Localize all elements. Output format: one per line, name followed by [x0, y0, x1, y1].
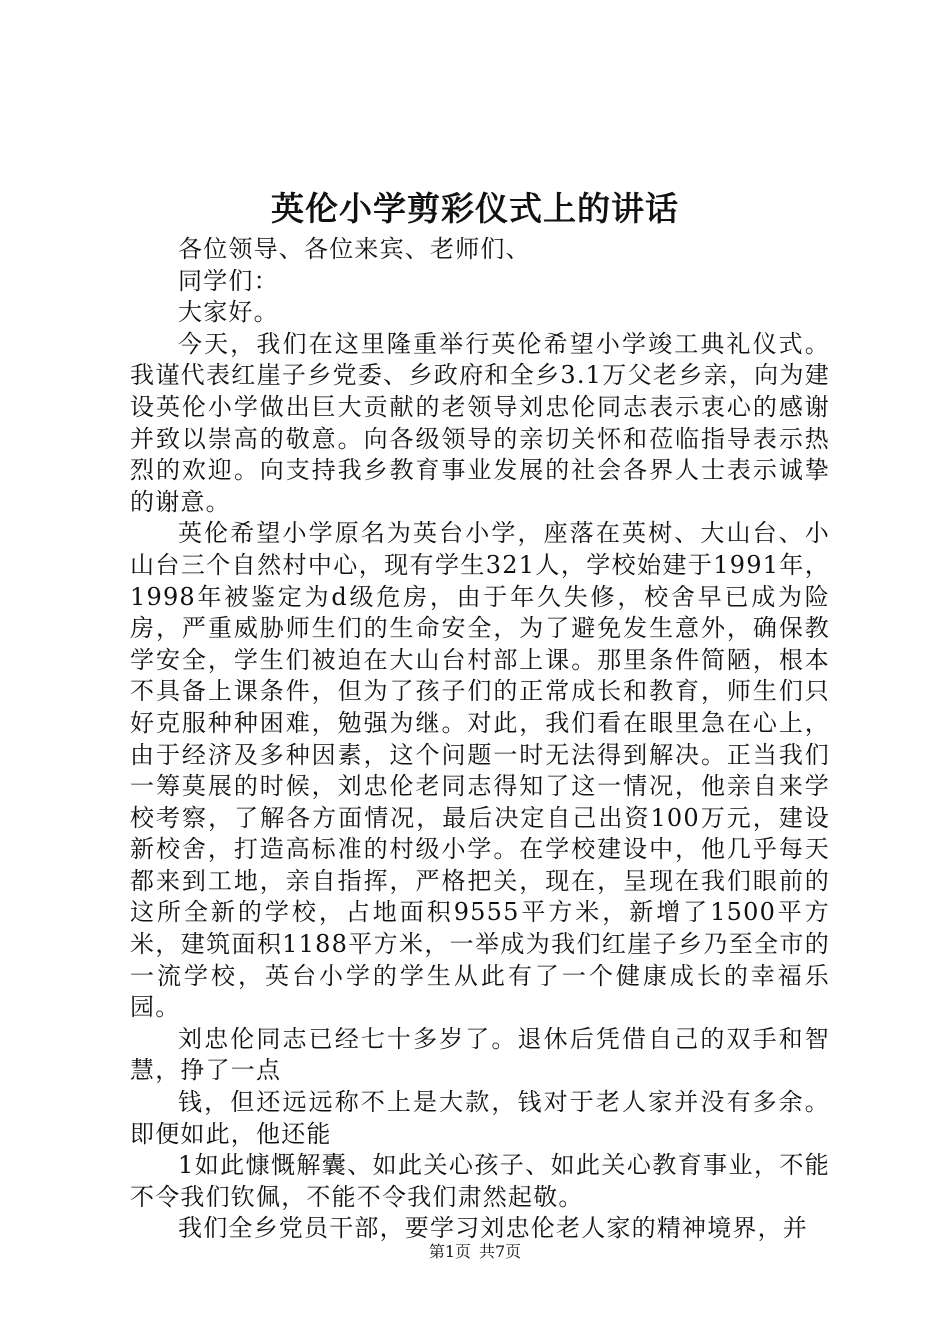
paragraph-greeting-3: 大家好。 [178, 298, 279, 327]
paragraph-opening: 今天，我们在这里隆重举行英伦希望小学竣工典礼仪式。我谨代表红崖子乡党委、乡政府和全乡3.1万父老乡亲，向为建设英伦小学做出巨大贡献的老领导刘忠伦同志表示衷心的感谢并致以崇高的敬意。向各级领导的亲切关怀和莅临指导表示热烈的欢迎。向支持我乡教育事业发展的社会各界人士表示诚挚的谢意。 [130, 329, 830, 516]
page-number: 第1页 [428, 1242, 471, 1261]
document-title: 英伦小学剪彩仪式上的讲话 [271, 189, 679, 228]
document-body [130, 234, 830, 1245]
paragraph-tribute-3: 1如此慷慨解囊、如此关心孩子、如此关心教育事业，不能不令我们钦佩，不能不令我们肃然起敬。 [130, 1151, 830, 1211]
page-total: 共7页 [479, 1242, 522, 1261]
paragraph-school-history: 英伦希望小学原名为英台小学，座落在英树、大山台、小山台三个自然村中心，现有学生321人，学校始建于1991年，1998年被鉴定为d级危房，由于年久失修，校舍早已成为险房，严重威胁师生们的生命安全，为了避免发生意外，确保教学安全，学生们被迫在大山台村部上课。那里条件简陋，根本不具备上课条件，但为了孩子们的正常成长和教育，师生们只好克服种种困难，勉强为继。对此，我们看在眼里急在心上，由于经济及多种因素，这个问题一时无法得到解决。正当我们一筹莫展的时候，刘忠伦老同志得知了这一情况，他亲自来学校考察，了解各方面情况，最后决定自己出资100万元，建设新校舍，打造高标准的村级小学。在学校建设中，他几乎每天都来到工地，亲自指挥，严格把关，现在，呈现在我们眼前的这所全新的学校，占地面积9555平方米，新增了1500平方米，建筑面积1188平方米，一举成为我们红崖子乡乃至全市的一流学校，英台小学的学生从此有了一个健康成长的幸福乐园。 [130, 519, 830, 1022]
paragraph-greeting-2: 同学们： [178, 266, 279, 295]
paragraph-closing: 我们全乡党员干部，要学习刘忠伦老人家的精神境界，并 [178, 1214, 808, 1243]
paragraph-tribute-1: 刘忠伦同志已经七十多岁了。退休后凭借自己的双手和智慧，挣了一点 [130, 1024, 830, 1085]
page-footer [0, 1240, 950, 1264]
paragraph-tribute-2: 钱，但还远远称不上是大款，钱对于老人家并没有多余。即便如此，他还能 [130, 1088, 830, 1148]
paragraph-greeting-1: 各位领导、各位来宾、老师们、 [178, 235, 531, 263]
